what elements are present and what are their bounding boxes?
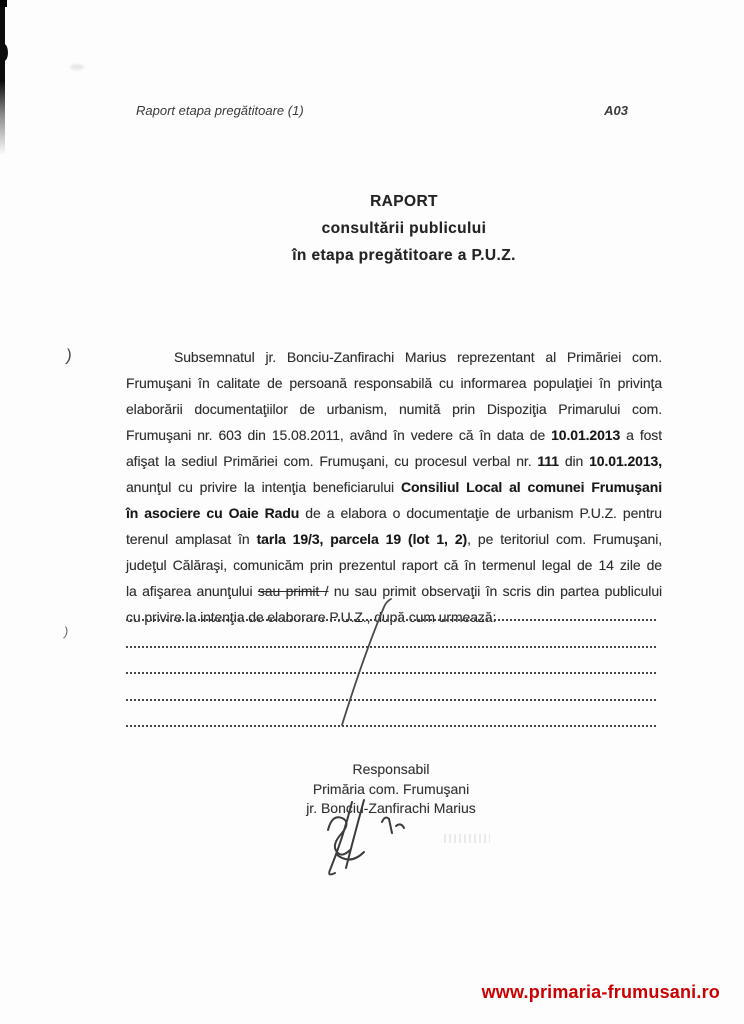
body-line: terenul amplasat în tarla 19/3, parcela 19 (lot 1, 2), pe teritoriul com. Frumuşani, xyxy=(126,531,662,547)
signature-name: jr. Bonciu-Zanfirachi Marius xyxy=(306,800,476,816)
website-watermark: www.primaria-frumusani.ro xyxy=(481,982,720,1002)
body-line: cu privire la intenţia de elaborare P.U.Z., după cum urmează: xyxy=(126,609,497,625)
title-line-3: în etapa pregătitoare a P.U.Z. xyxy=(292,247,516,264)
scan-smudge xyxy=(444,834,490,843)
scan-edge-corner xyxy=(0,0,7,7)
signature-org: Primăria com. Frumuşani xyxy=(312,780,470,797)
stray-mark: ) xyxy=(64,345,74,366)
body-line: Subsemnatul jr. Bonciu-Zanfirachi Marius reprezentant al Primăriei com. xyxy=(174,349,662,365)
body-line: Frumuşani în calitate de persoană responsabilă cu informarea populaţiei în privinţa xyxy=(126,375,662,391)
body-line: judeţul Călăraşi, comunicăm prin prezentul raport că în termenul legal de 14 zile de xyxy=(126,557,662,573)
body-line: în asociere cu Oaie Radu de a elabora o documentaţie de urbanism P.U.Z. pentru xyxy=(126,505,662,521)
page-header xyxy=(136,103,628,118)
scan-edge-bump xyxy=(0,44,8,61)
report-title xyxy=(128,188,680,269)
body-line: Frumuşani nr. 603 din 15.08.2011, având în vedere că în data de 10.01.2013 a fost xyxy=(126,427,662,443)
signature-role: Responsabil xyxy=(352,761,430,777)
report-body xyxy=(126,344,662,630)
body-line: afişat la sediul Primăriei com. Frumuşani, cu procesul verbal nr. 111 din 10.01.2013, xyxy=(126,453,662,469)
scan-edge-bar xyxy=(0,0,5,155)
scan-smudge xyxy=(70,64,84,70)
header-left-label: Raport etapa pregătitoare (1) xyxy=(136,103,304,118)
body-line: elaborării documentaţiilor de urbanism, numită prin Dispoziţia Primarului com. xyxy=(126,401,662,417)
handwritten-signature xyxy=(306,796,456,880)
title-line-2: consultării publicului xyxy=(321,220,487,237)
header-doc-code: A03 xyxy=(604,103,628,118)
body-line: la afişarea anunţului sau primit / nu sau primit observaţii în scris din partea publicului xyxy=(126,583,663,599)
handwritten-slash xyxy=(328,595,398,733)
title-line-1: RAPORT xyxy=(370,193,438,210)
body-line: anunţul cu privire la intenţia beneficiarului Consiliul Local al comunei Frumuşani xyxy=(126,479,662,495)
stray-mark: ) xyxy=(62,623,70,640)
